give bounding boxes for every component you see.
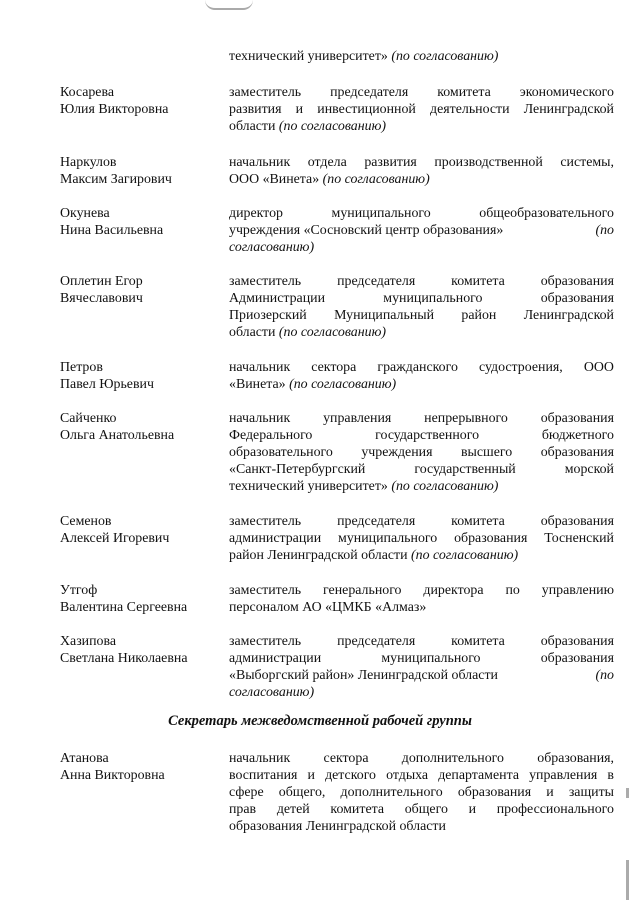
role-note: (по согласованию) [411,548,519,563]
member-name [60,154,220,188]
role-note: (по согласованию) [278,119,386,134]
member-given-name: Ольга Анатольевна [60,428,175,443]
member-surname: Наркулов [60,155,117,170]
member-surname: Оплетин Егор [60,274,143,289]
role-note-open: (по [595,668,614,683]
role-note: (по согласованию) [322,172,430,187]
role-line: район Ленинградской области [229,548,408,563]
role-line: администрации муниципального образования Тосненский [229,531,614,546]
member-given-name: Павел Юрьевич [60,377,154,392]
role-note-open: (по [595,223,614,238]
member-role [229,84,614,135]
member-given-name: Юлия Викторовна [60,102,169,117]
member-surname: Атанова [60,751,109,766]
role-line: воспитания и детского отдыха департамента управления в [229,768,614,783]
member-name [60,84,220,118]
role-line: Федерального государственного бюджетного [229,428,614,443]
role-line: заместитель председателя комитета экономического [229,85,614,100]
role-line: технический университет» [229,479,388,494]
role-note: (по согласованию) [391,49,499,64]
role-line: образования Ленинградской области [229,819,446,834]
member-name [60,410,220,444]
role-note: (по согласованию) [391,479,499,494]
member-role [229,359,614,393]
member-given-name: Вячеславович [60,291,143,306]
role-line: сфере общего, дополнительного образования и защиты [229,785,614,800]
member-name [60,582,220,616]
role-line: образовательного учреждения высшего образования [229,445,614,460]
member-given-name: Анна Викторовна [60,768,165,783]
member-role [229,410,614,495]
role-line: «Санкт-Петербургский государственный морской [229,462,614,477]
member-name [60,513,220,547]
role-note-close: согласованию) [229,240,315,255]
member-name [60,273,220,307]
role-line: начальник отдела развития производственной системы, [229,155,614,170]
member-surname: Косарева [60,85,115,100]
member-given-name: Нина Васильевна [60,223,164,238]
role-line: администрации муниципального образования [229,651,614,666]
role-note: (по согласованию) [278,325,386,340]
role-line: области [229,119,276,134]
role-line: развития и инвестиционной деятельности Ленинградской [229,102,614,117]
member-name [60,205,220,239]
member-surname: Окунева [60,206,110,221]
role-note-close: согласованию) [229,685,315,700]
member-role [229,154,614,188]
member-role [229,633,614,701]
member-name [60,359,220,393]
section-title: Секретарь межведомственной рабочей группы [168,713,472,729]
role-line: Приозерский Муниципальный район Ленинградской [229,308,614,323]
member-role [229,48,614,65]
role-note: (по согласованию) [289,377,397,392]
role-line: Администрации муниципального образования [229,291,614,306]
member-surname: Сайченко [60,411,117,426]
role-line: персоналом АО «ЦМКБ «Алмаз» [229,600,427,615]
role-line: заместитель председателя комитета образования [229,274,614,289]
member-role [229,273,614,341]
member-role [229,582,614,616]
role-line: «Выборгский район» Ленинградской области [229,668,498,683]
scan-mark-top [205,0,253,10]
member-given-name: Валентина Сергеевна [60,600,188,615]
member-role [229,205,614,256]
role-line: начальник сектора дополнительного образования, [229,751,614,766]
role-line: заместитель председателя комитета образования [229,514,614,529]
member-role [229,750,614,835]
role-line: прав детей комитета общего и профессионального [229,802,614,817]
role-line: учреждения «Сосновский центр образования» [229,223,504,238]
member-role [229,513,614,564]
member-given-name: Светлана Николаевна [60,651,188,666]
role-line: директор муниципального общеобразовательного [229,206,614,221]
role-line: начальник сектора гражданского судостроения, ООО [229,360,614,375]
role-line: заместитель председателя комитета образования [229,634,614,649]
member-surname: Хазипова [60,634,117,649]
role-line: заместитель генерального директора по управлению [229,583,614,598]
scan-mark-right [626,788,629,798]
role-line: области [229,325,276,340]
role-line: «Винета» [229,377,286,392]
member-given-name: Максим Загирович [60,172,172,187]
member-surname: Семенов [60,514,112,529]
member-name [60,633,220,667]
role-line: технический университет» [229,49,388,64]
member-surname: Утгоф [60,583,98,598]
member-given-name: Алексей Игоревич [60,531,170,546]
member-surname: Петров [60,360,103,375]
role-line: ООО «Винета» [229,172,320,187]
scan-mark-right [626,860,629,900]
role-line: начальник управления непрерывного образования [229,411,614,426]
member-name [60,750,220,784]
